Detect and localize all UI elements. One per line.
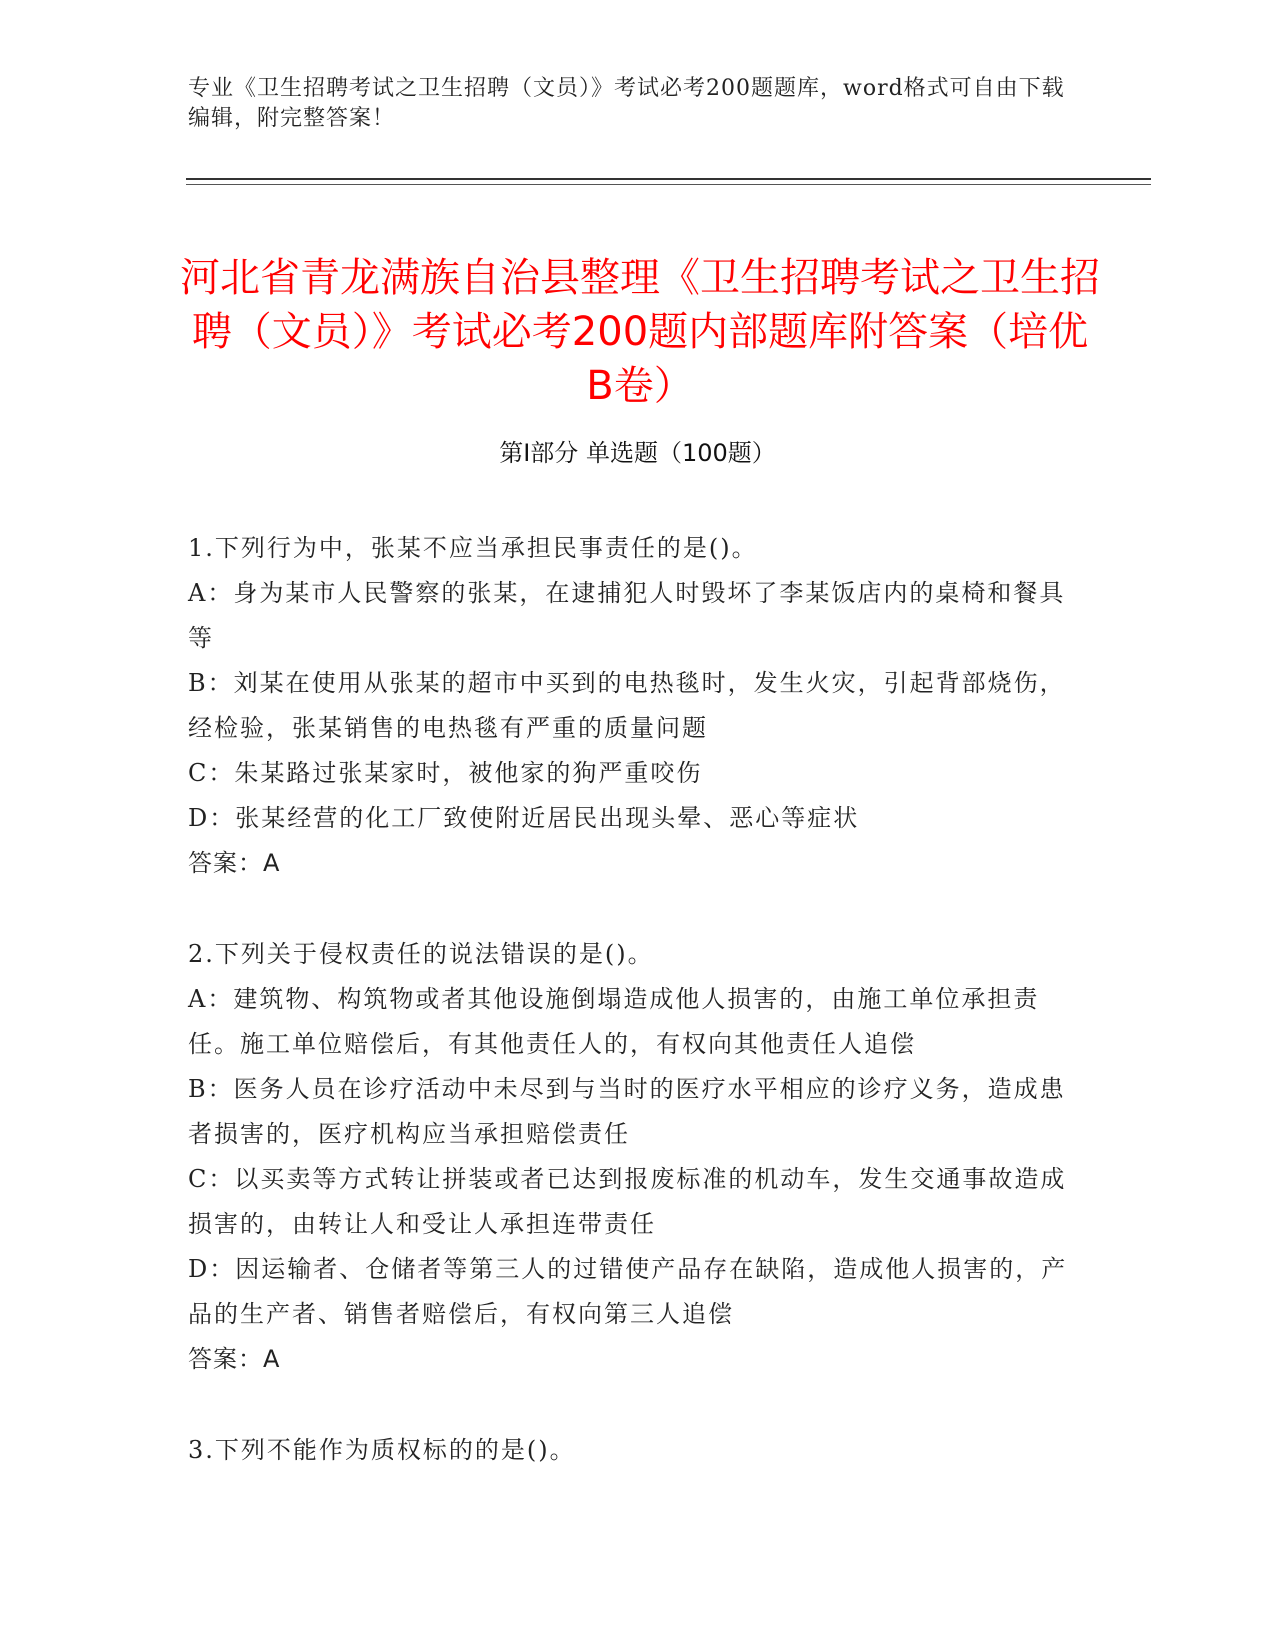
section-heading: 第I部分 单选题（100题） (499, 439, 776, 467)
question-list (188, 526, 1068, 1519)
question-stem: 2.下列关于侵权责任的说法错误的是()。 (188, 940, 654, 968)
option-a: A：身为某市人民警察的张某，在逮捕犯人时毁坏了李某饭店内的桌椅和餐具等 (188, 579, 1066, 652)
header-divider-thick (186, 178, 1151, 180)
answer: 答案：A (188, 849, 281, 877)
question-3 (188, 1428, 1068, 1473)
option-a: A：建筑物、构筑物或者其他设施倒塌造成他人损害的，由施工单位承担责任。施工单位赔偿后，有其他责任人的，有权向其他责任人追偿 (188, 985, 1040, 1058)
option-d: D：张某经营的化工厂致使附近居民出现头晕、恶心等症状 (188, 804, 860, 832)
intro-text: 专业《卫生招聘考试之卫生招聘（文员）》考试必考200题题库，word格式可自由下载编辑，附完整答案！ (188, 76, 1065, 131)
option-c: C：朱某路过张某家时，被他家的狗严重咬伤 (188, 759, 703, 787)
question-stem: 1.下列行为中，张某不应当承担民事责任的是()。 (188, 534, 758, 562)
question-stem: 3.下列不能作为质权标的的是()。 (188, 1436, 576, 1464)
option-c: C：以买卖等方式转让拼装或者已达到报废标准的机动车，发生交通事故造成损害的，由转让人和受让人承担连带责任 (188, 1165, 1067, 1238)
question-1 (188, 526, 1068, 886)
answer: 答案：A (188, 1345, 281, 1373)
question-2 (188, 932, 1068, 1382)
option-b: B：医务人员在诊疗活动中未尽到与当时的医疗水平相应的诊疗义务，造成患者损害的，医疗机构应当承担赔偿责任 (188, 1075, 1066, 1148)
document-title: 河北省青龙满族自治县整理《卫生招聘考试之卫生招聘（文员）》考试必考200题内部题库附答案（培优B卷） (180, 254, 1100, 409)
option-d: D：因运输者、仓储者等第三人的过错使产品存在缺陷，造成他人损害的，产品的生产者、销售者赔偿后，有权向第三人追偿 (188, 1255, 1068, 1328)
option-b: B：刘某在使用从张某的超市中买到的电热毯时，发生火灾，引起背部烧伤，经检验，张某销售的电热毯有严重的质量问题 (188, 669, 1066, 742)
header-divider-thin (186, 184, 1151, 185)
